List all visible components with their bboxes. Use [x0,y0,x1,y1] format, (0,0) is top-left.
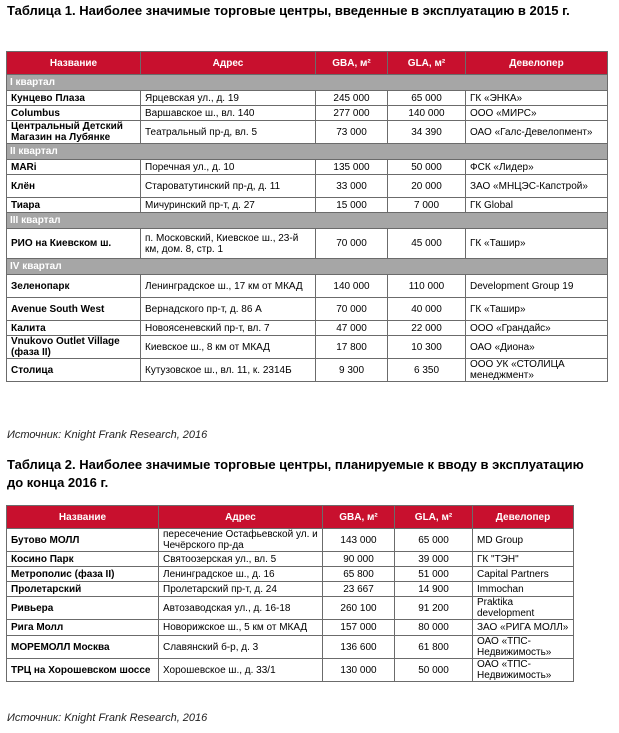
cell-gla: 50 000 [395,659,473,682]
cell-gla: 14 900 [395,582,473,597]
cell-address: Автозаводская ул., д. 16-18 [159,597,323,620]
cell-address: Ярцевская ул., д. 19 [141,91,316,106]
cell-gla: 80 000 [395,620,473,636]
cell-address: Новорижское ш., 5 км от МКАД [159,620,323,636]
col-header-name: Название [7,506,159,529]
quarter-label: II квартал [7,144,608,160]
quarter-row [7,213,608,229]
cell-gba: 15 000 [316,198,388,213]
quarter-label: IV квартал [7,259,608,275]
table-row [7,321,608,336]
cell-name: Калита [7,321,141,336]
cell-name: Зеленопарк [7,275,141,298]
table-row [7,91,608,106]
cell-name: Пролетарский [7,582,159,597]
quarter-row [7,259,608,275]
quarter-label: III квартал [7,213,608,229]
cell-developer: ОАО «Галс-Девелопмент» [466,121,608,144]
cell-gla: 110 000 [388,275,466,298]
table1-body [7,75,608,382]
table-row [7,175,608,198]
cell-address: Поречная ул., д. 10 [141,160,316,175]
table2-body [7,529,574,682]
cell-developer: Praktika development [473,597,574,620]
cell-address: Кутузовское ш., вл. 11, к. 2314Б [141,359,316,382]
cell-developer: ГК «ЭНКА» [466,91,608,106]
table2-title: Таблица 2. Наиболее значимые торговые центры, планируемые к вводу в эксплуатацию до конца 2016 г. [7,457,584,490]
table-row [7,160,608,175]
table-row [7,582,574,597]
table1-header-row [7,52,608,75]
cell-name: Кунцево Плаза [7,91,141,106]
cell-gba: 17 800 [316,336,388,359]
cell-address: Новоясеневский пр-т, вл. 7 [141,321,316,336]
cell-gba: 157 000 [323,620,395,636]
table-row [7,636,574,659]
table-row [7,567,574,582]
cell-gla: 22 000 [388,321,466,336]
cell-name: MARi [7,160,141,175]
col-header-name: Название [7,52,141,75]
cell-developer: MD Group [473,529,574,552]
table-row [7,298,608,321]
col-header-gla: GLA, м² [395,506,473,529]
cell-gba: 90 000 [323,552,395,567]
col-header-gba: GBA, м² [316,52,388,75]
table-row [7,620,574,636]
cell-name: ТРЦ на Хорошевском шоссе [7,659,159,682]
cell-gba: 135 000 [316,160,388,175]
cell-gla: 34 390 [388,121,466,144]
quarter-label: I квартал [7,75,608,91]
cell-gla: 7 000 [388,198,466,213]
cell-developer: Immochan [473,582,574,597]
cell-developer: ФСК «Лидер» [466,160,608,175]
cell-name: Vnukovo Outlet Village (фаза II) [7,336,141,359]
cell-gba: 23 667 [323,582,395,597]
cell-gba: 260 100 [323,597,395,620]
cell-address: пересечение Остафьевской ул. и Чечёрского пр-да [159,529,323,552]
col-header-developer: Девелопер [473,506,574,529]
cell-name: Columbus [7,106,141,121]
cell-developer: ГК «Ташир» [466,229,608,259]
table-row [7,275,608,298]
cell-gla: 45 000 [388,229,466,259]
cell-address: Ленинградское ш., 17 км от МКАД [141,275,316,298]
cell-name: Клён [7,175,141,198]
cell-address: Славянский б-р, д. 3 [159,636,323,659]
cell-developer: ОАО «ТПС-Недвижимость» [473,659,574,682]
cell-name: Рига Молл [7,620,159,636]
table1-source: Источник: Knight Frank Research, 2016 [7,429,208,441]
cell-gla: 91 200 [395,597,473,620]
cell-gla: 20 000 [388,175,466,198]
table-row [7,529,574,552]
table2 [6,505,574,682]
cell-address: п. Московский, Киевское ш., 23-й км, дом. 8, стр. 1 [141,229,316,259]
col-header-address: Адрес [159,506,323,529]
cell-name: Avenue South West [7,298,141,321]
cell-name: Центральный Детский Магазин на Лубянке [7,121,141,144]
cell-name: Ривьера [7,597,159,620]
cell-name: Косино Парк [7,552,159,567]
cell-gla: 50 000 [388,160,466,175]
cell-name: Тиара [7,198,141,213]
cell-developer: Development Group 19 [466,275,608,298]
cell-gba: 70 000 [316,298,388,321]
cell-gla: 51 000 [395,567,473,582]
cell-gla: 40 000 [388,298,466,321]
table-row [7,359,608,382]
col-header-gba: GBA, м² [323,506,395,529]
table2-header-row [7,506,574,529]
cell-address: Хорошевское ш., д. 33/1 [159,659,323,682]
cell-gba: 65 800 [323,567,395,582]
cell-address: Вернадского пр-т, д. 86 А [141,298,316,321]
table-row [7,106,608,121]
cell-gla: 65 000 [395,529,473,552]
cell-gla: 39 000 [395,552,473,567]
cell-developer: ГК "ТЭН" [473,552,574,567]
cell-address: Святоозерская ул., вл. 5 [159,552,323,567]
cell-developer: ООО «Грандайс» [466,321,608,336]
cell-name: МОРЕМОЛЛ Москва [7,636,159,659]
cell-developer: ОАО «Диона» [466,336,608,359]
table-row [7,121,608,144]
table-row [7,336,608,359]
cell-developer: ООО УК «СТОЛИЦА менеджмент» [466,359,608,382]
cell-gba: 277 000 [316,106,388,121]
cell-gba: 73 000 [316,121,388,144]
cell-gba: 70 000 [316,229,388,259]
col-header-developer: Девелопер [466,52,608,75]
cell-address: Староватутинский пр-д, д. 11 [141,175,316,198]
cell-gba: 130 000 [323,659,395,682]
cell-gba: 245 000 [316,91,388,106]
cell-gba: 33 000 [316,175,388,198]
cell-developer: ЗАО «РИГА МОЛЛ» [473,620,574,636]
table-row [7,229,608,259]
cell-gla: 140 000 [388,106,466,121]
table-row [7,198,608,213]
cell-gba: 136 600 [323,636,395,659]
table1 [6,51,608,382]
cell-developer: Capital Partners [473,567,574,582]
cell-gba: 47 000 [316,321,388,336]
table-row [7,659,574,682]
cell-address: Ленинградское ш., д. 16 [159,567,323,582]
col-header-address: Адрес [141,52,316,75]
cell-gba: 140 000 [316,275,388,298]
cell-gba: 9 300 [316,359,388,382]
col-header-gla: GLA, м² [388,52,466,75]
cell-gla: 65 000 [388,91,466,106]
cell-address: Киевское ш., 8 км от МКАД [141,336,316,359]
table-row [7,597,574,620]
cell-address: Пролетарский пр-т, д. 24 [159,582,323,597]
cell-name: Бутово МОЛЛ [7,529,159,552]
cell-developer: ОАО «ТПС-Недвижимость» [473,636,574,659]
cell-developer: ЗАО «МНЦЭС-Капстрой» [466,175,608,198]
cell-gba: 143 000 [323,529,395,552]
cell-developer: ГК «Ташир» [466,298,608,321]
quarter-row [7,144,608,160]
cell-gla: 61 800 [395,636,473,659]
cell-gla: 10 300 [388,336,466,359]
cell-name: Метрополис (фаза II) [7,567,159,582]
table-row [7,552,574,567]
cell-address: Театральный пр-д, вл. 5 [141,121,316,144]
quarter-row [7,75,608,91]
cell-name: РИО на Киевском ш. [7,229,141,259]
cell-name: Столица [7,359,141,382]
cell-gla: 6 350 [388,359,466,382]
cell-address: Мичуринский пр-т, д. 27 [141,198,316,213]
cell-developer: ГК Global [466,198,608,213]
cell-developer: ООО «МИРС» [466,106,608,121]
table1-title: Таблица 1. Наиболее значимые торговые центры, введенные в эксплуатацию в 2015 г. [7,3,570,18]
cell-address: Варшавское ш., вл. 140 [141,106,316,121]
table2-source: Источник: Knight Frank Research, 2016 [7,712,208,724]
